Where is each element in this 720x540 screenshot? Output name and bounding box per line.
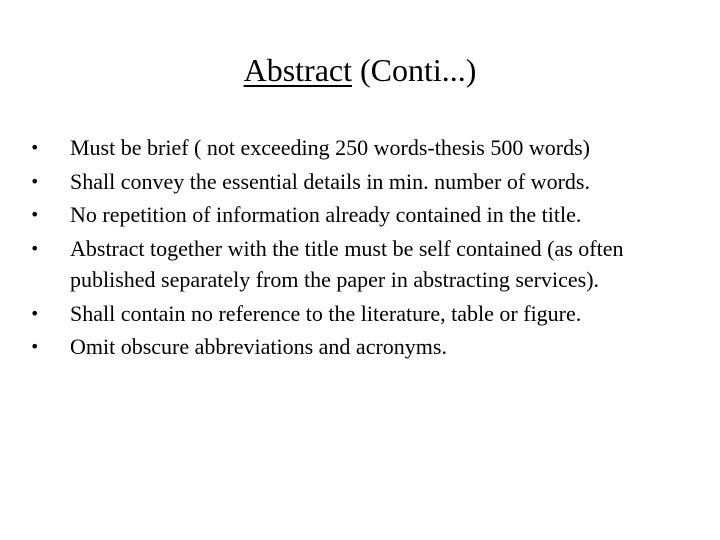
slide-title-underlined: Abstract <box>243 52 352 88</box>
bullet-text: Shall contain no reference to the literature, table or figure. <box>70 300 582 326</box>
bullet-text: No repetition of information already contained in the title. <box>70 202 582 227</box>
bullet-text: Omit obscure abbreviations and acronyms. <box>70 334 447 359</box>
bullet-icon: • <box>30 138 40 157</box>
bullet-item <box>30 166 695 198</box>
bullet-text: Must be brief ( not exceeding 250 words-thesis 500 words) <box>70 135 590 160</box>
bullet-item <box>30 331 695 363</box>
bullet-text: Shall convey the essential details in min. number of words. <box>70 168 590 194</box>
bullet-icon: • <box>30 337 40 356</box>
bullet-list <box>30 132 695 365</box>
bullet-item <box>30 132 695 164</box>
bullet-icon: • <box>30 171 40 191</box>
bullet-text: Abstract together with the title must be self contained (as often published separately from the paper in abstracting services). <box>70 235 624 292</box>
slide-title-rest: (Conti...) <box>351 52 477 88</box>
bullet-icon: • <box>30 303 40 323</box>
slide-title <box>0 50 720 90</box>
bullet-item <box>30 298 695 330</box>
bullet-icon: • <box>30 205 40 224</box>
bullet-item <box>30 233 695 296</box>
bullet-item <box>30 199 695 231</box>
bullet-icon: • <box>30 238 40 258</box>
